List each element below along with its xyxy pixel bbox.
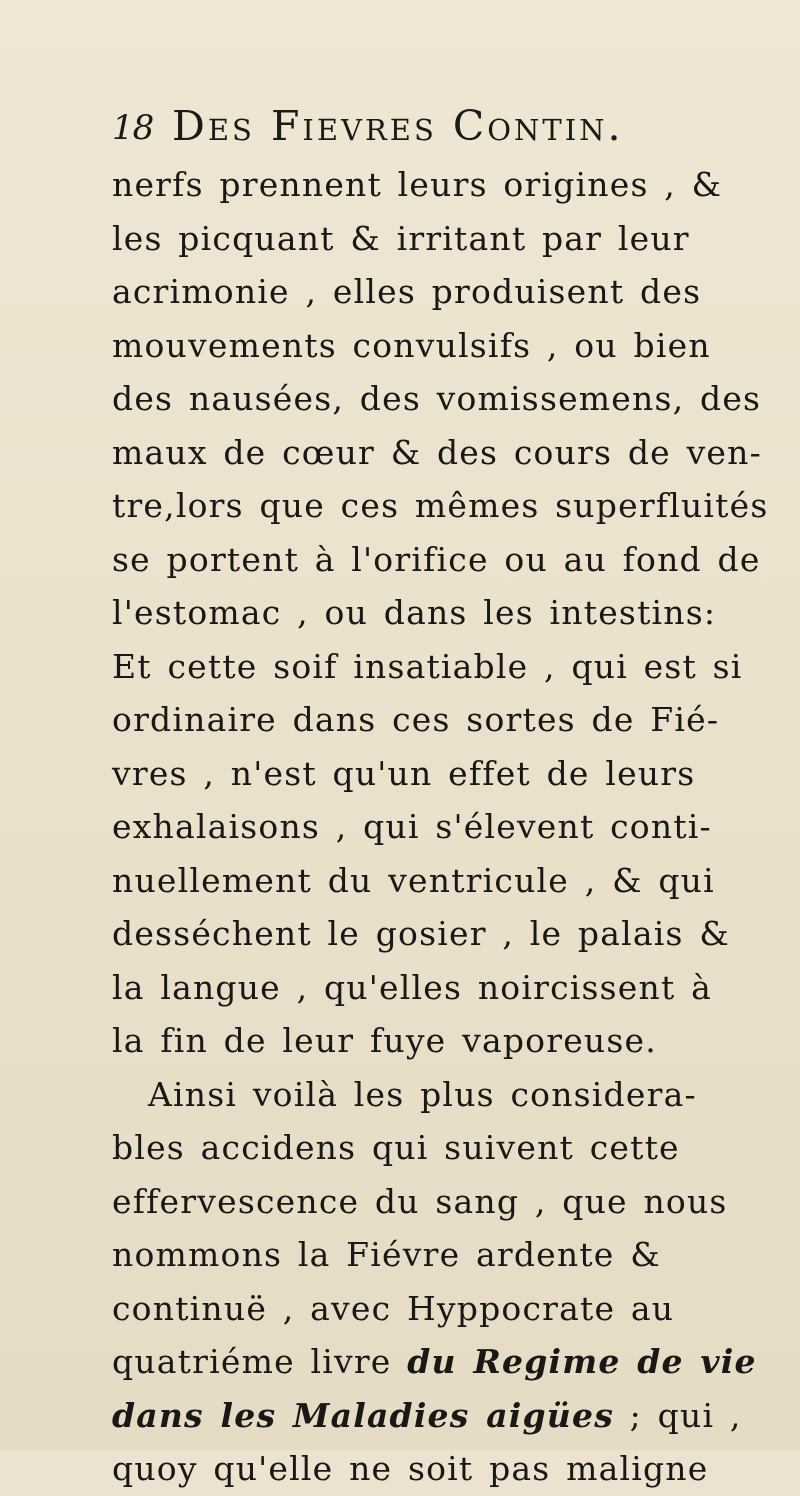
italic-book-title: du Regime de vie (407, 1342, 757, 1381)
text-line: continuë , avec Hyppocrate au (112, 1288, 675, 1328)
text-line: les picquant & irritant par leur (112, 218, 690, 258)
text-line: desséchent le gosier , le palais & (112, 914, 730, 953)
text-line: tre,lors que ces mêmes superfluités (112, 486, 769, 525)
text-line: quatriéme livre du Regime de vie (112, 1342, 757, 1381)
page-number: 18 (112, 108, 154, 148)
text-line: effervescence du sang , que nous (112, 1181, 728, 1221)
text-line: la fin de leur fuye vaporeuse. (112, 1021, 657, 1060)
text-line: nommons la Fiévre ardente & (112, 1235, 661, 1274)
text-line: maux de cœur & des cours de ven- (112, 432, 762, 472)
text-line: quoy qu'elle ne soit pas maligne (112, 1449, 709, 1488)
text-line: mouvements convulsifs , ou bien (112, 325, 711, 365)
running-title: Des Fievres Contin. (172, 102, 624, 150)
text-line: acrimonie , elles produisent des (112, 272, 702, 311)
body-text (112, 158, 769, 1496)
text-line: l'estomac , ou dans les intestins: (112, 593, 717, 632)
text-line: des nausées, des vomissemens, des (112, 379, 762, 418)
text-line: exhalaisons , qui s'élevent conti- (112, 807, 712, 846)
text-line: nuellement du ventricule , & qui (112, 860, 715, 900)
text-line: nerfs prennent leurs origines , & (112, 165, 723, 204)
text-line: dans les Maladies aigües ; qui , (112, 1395, 742, 1435)
text-line: se portent à l'orifice ou au fond de (112, 539, 761, 579)
italic-book-title: dans les Maladies aigües (112, 1395, 614, 1435)
page-header (112, 102, 752, 162)
text-line: Et cette soif insatiable , qui est si (112, 646, 743, 686)
text-line: bles accidens qui suivent cette (112, 1128, 680, 1167)
text-line: vres , n'est qu'un effet de leurs (112, 753, 696, 793)
text-line: ordinaire dans ces sortes de Fié- (112, 700, 720, 739)
text-line: la langue , qu'elles noircissent à (112, 967, 712, 1007)
paragraph-start-line: Ainsi voilà les plus considera- (148, 1074, 697, 1114)
